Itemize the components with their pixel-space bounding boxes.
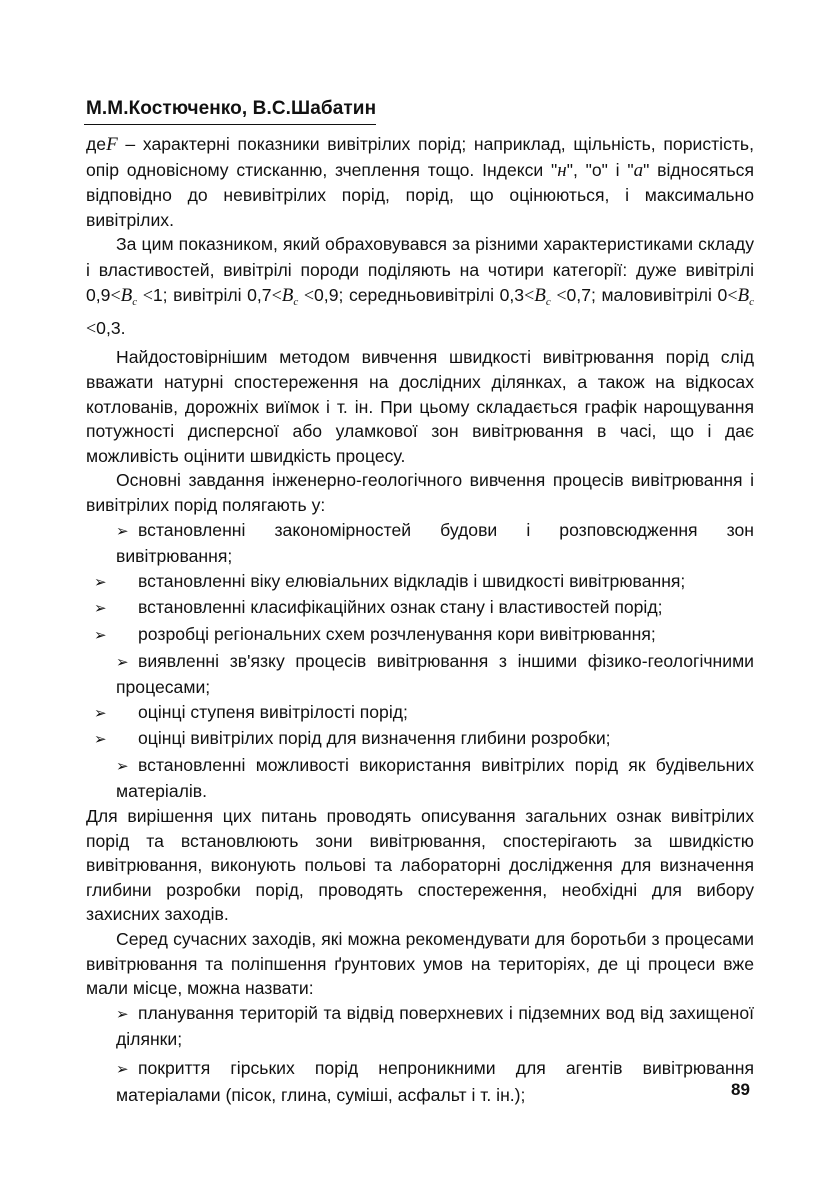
list-item: ➢ виявленні зв'язку процесів вивітрювання з іншими фізико-геологічними процесами; — [116, 650, 754, 698]
list-item: ➢ встановленні класифікаційних ознак стану і властивостей порід; — [86, 595, 754, 622]
paragraph-approach: Для вирішення цих питань проводять описування загальних ознак вивітрілих порід та встановлюють зони вивітрювання, спостерігають за швидкістю вивітрювання, виконують польові та лабораторні дослідження для визначення глибини розробки порід, проводять спостереження, необхідні для вибору захисних заходів. — [86, 806, 754, 925]
list-item: ➢ встановленні закономірностей будови і розповсюдження зон вивітрювання; — [116, 519, 754, 567]
paragraph-categories: За цим показником, який обраховувався за різними характеристиками складу і властивостей, вивітрілі породи поділяють на чотири категорії: дуже вивітрілі $0,9<B_c <1$; вивітрілі $0,7<B_c <0,9$; середньовивітрілі $0,3<B_c <0,7$; маловивітрілі $0<B_c <0,3$. — [86, 234, 754, 338]
paragraph-measures-intro: Серед сучасних заходів, які можна рекомендувати для боротьби з процесами вивітрювання та поліпшення ґрунтових умов на територіях, де ці процеси вже мали місце, можна назвати: — [86, 929, 754, 999]
list-item: ➢ оцінці ступеня вивітрілості порід; — [86, 700, 754, 727]
arrow-bullet-icon: ➢ — [116, 757, 129, 775]
paragraph-definition: деF – характерні показники вивітрілих порід; наприклад, щільність, пористість, опір одновісному стисканню, зчеплення тощо. Індекси "н", "о" і "а" відносяться відповідно до невивітрілих порід, порід, що оцінюються, і максимально вивітрілих. — [86, 134, 755, 230]
header-underline — [84, 124, 376, 125]
list-item: ➢ покриття гірських порід непроникними для агентів вивітрювання матеріалами (пісок, глина, суміші, асфальт і т. ін.); — [116, 1058, 754, 1105]
paragraph-tasks-intro: Основні завдання інженерно-геологічного вивчення процесів вивітрювання і вивітрілих порід полягають у: — [86, 470, 754, 515]
math-index-n: н — [557, 159, 567, 181]
paragraph-methods: Найдостовірнішим методом вивчення швидкості вивітрювання порід слід вважати натурні спостереження на дослідних ділянках, а також на відкосах котлованів, дорожніх виїмок і т. ін. При цьому складається графік нарощування потужності дисперсної або уламкової зон вивітрювання в часі, що і дає можливість оцінити швидкість процесу. — [86, 347, 754, 466]
arrow-bullet-icon: ➢ — [116, 522, 129, 540]
math-var-f: F — [106, 134, 118, 155]
arrow-bullet-icon: ➢ — [94, 731, 107, 749]
page-number: 89 — [731, 1080, 750, 1099]
arrow-bullet-icon: ➢ — [116, 653, 129, 671]
list-item: ➢ розробці регіональних схем розчленування кори вивітрювання; — [86, 622, 754, 649]
measures-list — [86, 1001, 754, 1107]
arrow-bullet-icon: ➢ — [94, 573, 107, 591]
arrow-bullet-icon: ➢ — [116, 1005, 129, 1023]
list-item: ➢ встановленні віку елювіальних відкладів і швидкості вивітрювання; — [86, 569, 754, 596]
math-index-a: а — [633, 159, 644, 181]
page-body — [86, 132, 754, 1107]
list-item: ➢ встановленні можливості використання вивітрілих порід як будівельних матеріалів. — [116, 754, 754, 802]
arrow-bullet-icon: ➢ — [94, 600, 107, 618]
list-item: ➢ оцінці вивітрілих порід для визначення глибини розробки; — [86, 726, 754, 753]
arrow-bullet-icon: ➢ — [94, 704, 107, 722]
list-item: ➢ планування територій та відвід поверхневих і підземних вод від захищеної ділянки; — [116, 1002, 754, 1050]
running-header: М.М.Костюченко, В.С.Шабатин — [86, 98, 377, 119]
tasks-list — [86, 518, 754, 805]
arrow-bullet-icon: ➢ — [116, 1061, 129, 1078]
arrow-bullet-icon: ➢ — [94, 626, 107, 644]
